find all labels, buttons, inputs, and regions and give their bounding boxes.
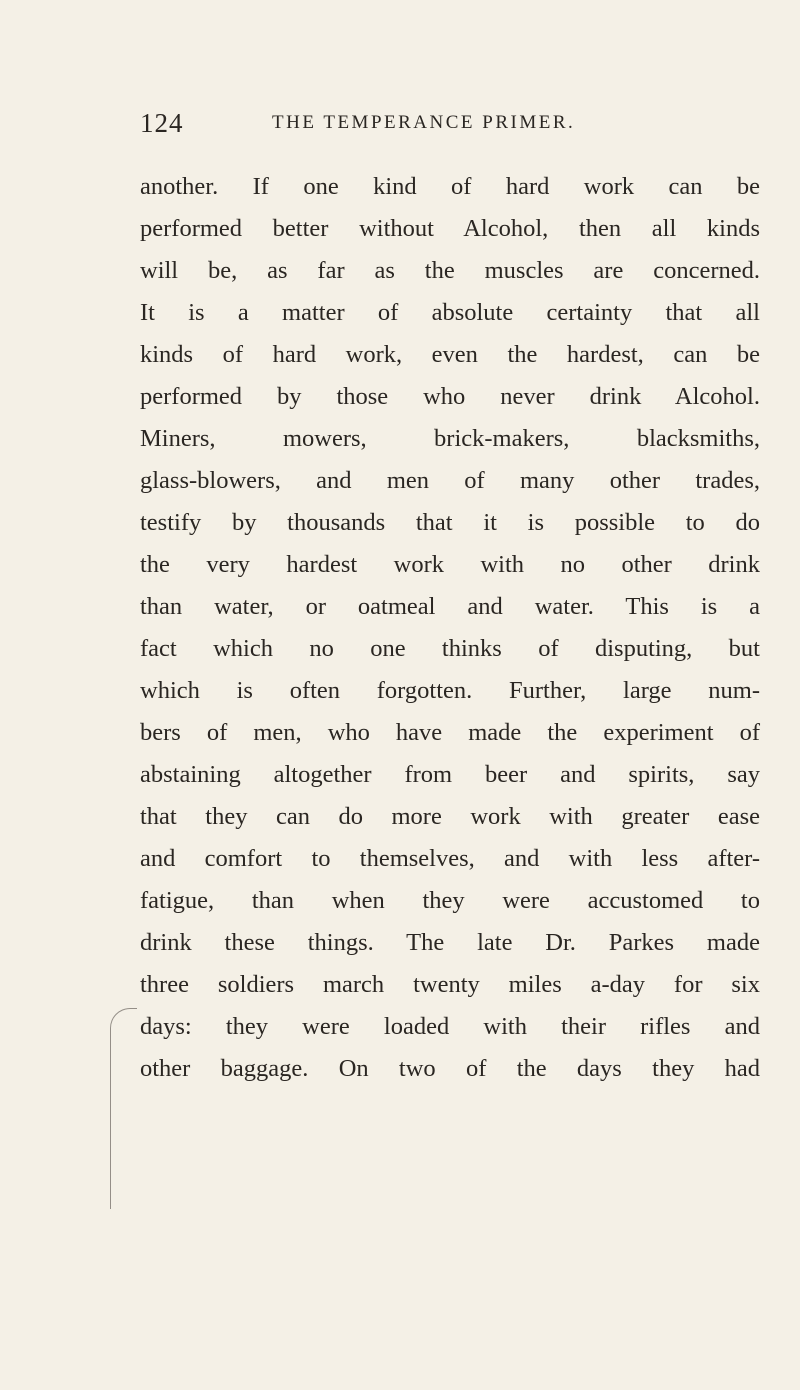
text-line: drink these things. The late Dr. Parkes made: [140, 929, 760, 956]
text-line: abstaining altogether from beer and spirits, say: [140, 761, 760, 788]
running-head: [140, 108, 700, 142]
text-line: kinds of hard work, even the hardest, can be: [140, 341, 760, 368]
text-line: It is a matter of absolute certainty that all: [140, 299, 760, 326]
text-line: performed by those who never drink Alcohol.: [140, 383, 760, 410]
text-line: another. If one kind of hard work can be: [140, 173, 760, 200]
text-line: performed better without Alcohol, then all kinds: [140, 215, 760, 242]
text-line: fatigue, than when they were accustomed to: [140, 887, 760, 914]
text-line: will be, as far as the muscles are concerned.: [140, 257, 760, 284]
text-line: fact which no one thinks of disputing, but: [140, 635, 760, 662]
page-number: 124: [140, 108, 184, 138]
text-line: testify by thousands that it is possible to do: [140, 509, 760, 536]
text-line: glass-blowers, and men of many other trades,: [140, 467, 760, 494]
text-line: other baggage. On two of the days they had: [140, 1055, 760, 1082]
text-line: bers of men, who have made the experiment of: [140, 719, 760, 746]
margin-pencil-mark: [110, 1008, 137, 1209]
running-title: THE TEMPERANCE PRIMER.: [272, 112, 576, 133]
text-line: the very hardest work with no other drink: [140, 551, 760, 578]
text-line: which is often forgotten. Further, large num-: [140, 677, 760, 704]
text-line: days: they were loaded with their rifles and: [140, 1013, 760, 1040]
body-text: [140, 166, 760, 1090]
text-line: than water, or oatmeal and water. This is a: [140, 593, 760, 620]
text-line: and comfort to themselves, and with less after-: [140, 845, 760, 872]
text-line: that they can do more work with greater ease: [140, 803, 760, 830]
text-line: three soldiers march twenty miles a-day for six: [140, 971, 760, 998]
text-line: Miners, mowers, brick-makers, blacksmiths,: [140, 425, 760, 452]
